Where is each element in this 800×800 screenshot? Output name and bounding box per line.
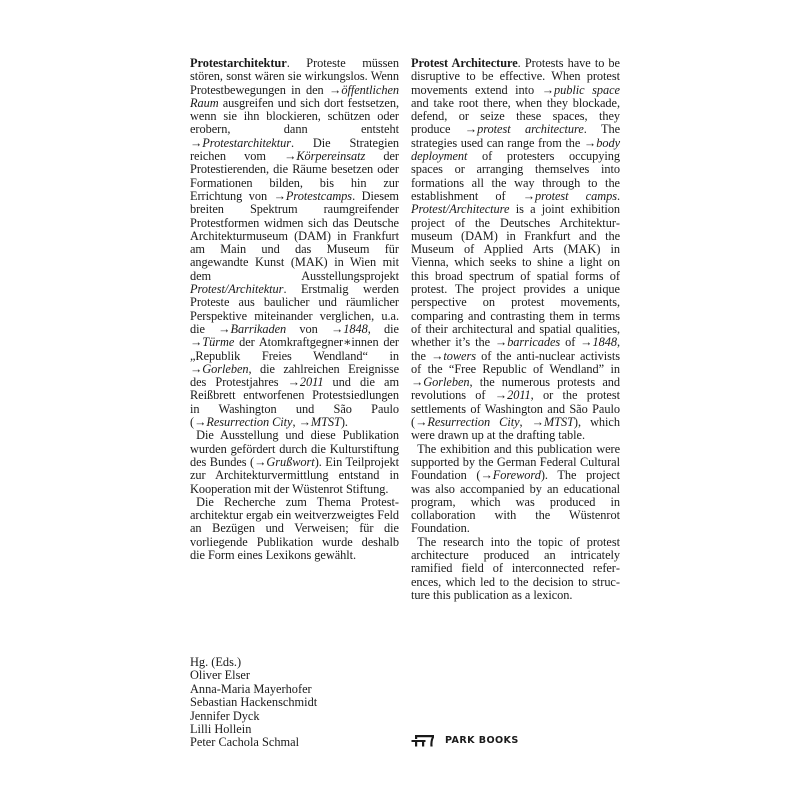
cross-reference: Protestarchitektur (202, 135, 291, 150)
cross-reference: Resurrection City (427, 415, 520, 430)
editors-label: Hg. (Eds.) (190, 655, 242, 669)
arrow-right-icon: → (194, 415, 207, 430)
body-text: von (286, 321, 331, 336)
park-bench-icon (411, 733, 437, 747)
cross-reference: Foreword (492, 468, 541, 483)
arrow-right-icon: → (541, 82, 555, 97)
cross-reference: Gorleben (202, 361, 249, 376)
editor-name: Jennifer Dyck (190, 708, 260, 723)
arrow-right-icon: → (287, 375, 300, 390)
cross-reference: body deployment (411, 135, 620, 164)
body-text: , the (411, 335, 620, 363)
cross-reference: MTST (543, 415, 574, 430)
cross-reference: 2011 (299, 375, 324, 390)
body-text: , (292, 415, 299, 430)
arrow-right-icon: → (415, 415, 428, 430)
cross-reference: public space (554, 82, 620, 97)
cross-reference: Grußwort (266, 454, 315, 469)
body-text: . The strategies used can range from the (411, 122, 620, 150)
cross-reference: MTST (310, 415, 341, 430)
arrow-right-icon: → (190, 135, 203, 150)
body-text: Die Recherche zum Thema Protestarchitektur ergab ein weitverzweigtes Feld an Bezügen und Verweisen; für die vorliegende Publikation wurde deshalb die Form eines Lexikons gewählt. (190, 494, 399, 562)
arrow-right-icon: → (580, 335, 593, 350)
cross-reference: protest architecture (477, 122, 584, 137)
editor-name: Oliver Elser (190, 668, 250, 683)
body-text: and take root there, when they blockade, defend, or seize these spaces, they produce (411, 95, 620, 137)
body-text: is a joint exhibition project of the Deutsches Architekturmuseum (DAM) in Frankfurt and the Museum of Applied Arts (MAK) in Vienna, which seeks to shine a light on this broad spectrum of spatial forms of protest. The project provides a unique perspective on protest movements, comparing and contrasting them in terms of their architectural and spatial qualities, whether it’s the (411, 202, 620, 350)
body-text: ausgreifen und sich dort festsetzen, wenn sie ihn blockieren, schützen oder erobern, dann entsteht (190, 95, 399, 137)
editors-list (190, 656, 317, 750)
cross-reference: Gorleben (423, 375, 470, 390)
body-text: . (616, 188, 621, 203)
cross-reference: Protestcamps (285, 188, 353, 203)
paragraph (190, 429, 399, 495)
arrow-right-icon: → (273, 188, 286, 203)
body-text: . Erstmalig werden Proteste aus baulicher und räumlicher Perspektive miteinander verglichen, u.a. die (190, 282, 399, 336)
body-text: der Protestierenden, die Räume besetzen oder Formationen bilden, bis hin zur Errichtung von (190, 149, 399, 203)
cross-reference: barricades (507, 335, 561, 350)
arrow-right-icon: → (494, 388, 508, 403)
body-text: . Proteste müssen stören, sonst wären sie wirkungslos. Wenn Protestbewegungen in den (190, 56, 399, 97)
arrow-right-icon: → (218, 321, 231, 336)
body-text: , die zahlreichen Ereignisse des Protestjahres (190, 361, 399, 390)
body-text: of protesters occupying spaces or arranging themselves into formations all the way through to the establishment of (411, 149, 620, 203)
body-text: The exhibition and this publication were supported by the German Federal Cultural Foundation ( (411, 441, 620, 483)
body-text: . Protests have to be disruptive to be effective. When protest movements extend into (411, 56, 620, 97)
body-text: ). (340, 415, 348, 430)
paragraph (411, 57, 620, 443)
body-text: , (519, 415, 532, 430)
body-text: ). Ein Teilprojekt zur Architekturvermittlung entstand in Kooperation mit der Wüstenrot Stiftung. (190, 454, 399, 496)
arrow-right-icon: → (583, 135, 597, 150)
body-text: ). The project was also accompanied by an educational program, which was produced in collaboration with the Wüstenrot Foundation. (411, 468, 620, 536)
arrow-right-icon: → (480, 468, 493, 483)
cross-reference: öffentlichen Raum (190, 82, 399, 110)
german-text-column (190, 57, 399, 562)
arrow-right-icon: → (254, 454, 267, 469)
cross-reference: Körpereinsatz (296, 149, 366, 164)
cross-reference: protest camps (535, 188, 617, 203)
english-text-column (411, 57, 620, 602)
cross-reference: Resurrection City (206, 415, 293, 430)
body-text: der Atomkraftgegner∗innen der „Republik Freies Wendland“ in (190, 335, 399, 363)
cross-reference: 1848 (343, 321, 368, 336)
arrow-right-icon: → (331, 321, 344, 336)
arrow-right-icon: → (329, 82, 342, 97)
arrow-right-icon: → (494, 335, 508, 350)
body-text: und die am Reißbrett entworfenen Protestsiedlungen in Washington und São Paulo ( (190, 375, 399, 430)
entry-heading: Protestarchitektur (190, 56, 287, 70)
editor-name: Sebastian Hackenschmidt (190, 695, 318, 710)
arrow-right-icon: → (284, 149, 297, 164)
arrow-right-icon: → (190, 335, 203, 350)
cross-reference: towers (443, 348, 476, 363)
cross-reference: 1848 (592, 335, 617, 350)
paragraph (190, 496, 399, 562)
publisher-logo (411, 733, 519, 747)
paragraph (411, 443, 620, 536)
arrow-right-icon: → (522, 188, 536, 203)
editor-name: Anna-Maria Mayerhofer (190, 681, 312, 696)
arrow-right-icon: → (464, 122, 478, 137)
body-text: , or the protest settlements of Washington and São Paulo ( (411, 388, 620, 430)
body-text: The research into the topic of protest architecture produced an intricately ramified field of interconnected references, which led to the decision to structure this publication as a lexicon. (411, 534, 620, 602)
cross-reference: Barrikaden (230, 321, 287, 336)
body-text: . Diesem breiten Spektrum raumgreifender Protestformen widmen sich das Deutsche Architekturmuseum (DAM) in Frankfurt am Main und das Museum für angewandte Kunst (MAK) in Wien mit dem Ausstellungsprojekt (190, 188, 399, 283)
editor-name: Lilli Hollein (190, 722, 252, 737)
arrow-right-icon: → (411, 375, 424, 390)
publisher-name: PARK BOOKS (445, 734, 519, 746)
arrow-right-icon: → (431, 348, 444, 363)
paragraph (411, 536, 620, 602)
body-text: of (560, 335, 581, 350)
cross-reference: Protest/Architecture (411, 202, 510, 217)
cross-reference: Türme (202, 335, 235, 350)
body-text: , the numerous protests and revolutions of (411, 375, 620, 403)
body-text: ), which were drawn up at the drafting table. (411, 415, 620, 443)
cross-reference: 2011 (507, 388, 531, 403)
arrow-right-icon: → (190, 361, 203, 376)
paragraph (190, 57, 399, 429)
body-text: Die Ausstellung und diese Publikation wurden gefördert durch die Kulturstiftung des Bundes ( (190, 428, 399, 469)
cross-reference: Protest/Architektur (190, 282, 284, 297)
body-text: of the anti-nuclear activists of the “Free Republic of Wendland” in (411, 348, 621, 376)
entry-heading: Protest Architecture (411, 56, 518, 70)
body-text: , die (367, 321, 399, 336)
body-text: . Die Strategien reichen vom (190, 135, 399, 164)
editor-name: Peter Cachola Schmal (190, 735, 300, 750)
arrow-right-icon: → (531, 415, 544, 430)
arrow-right-icon: → (298, 415, 311, 430)
